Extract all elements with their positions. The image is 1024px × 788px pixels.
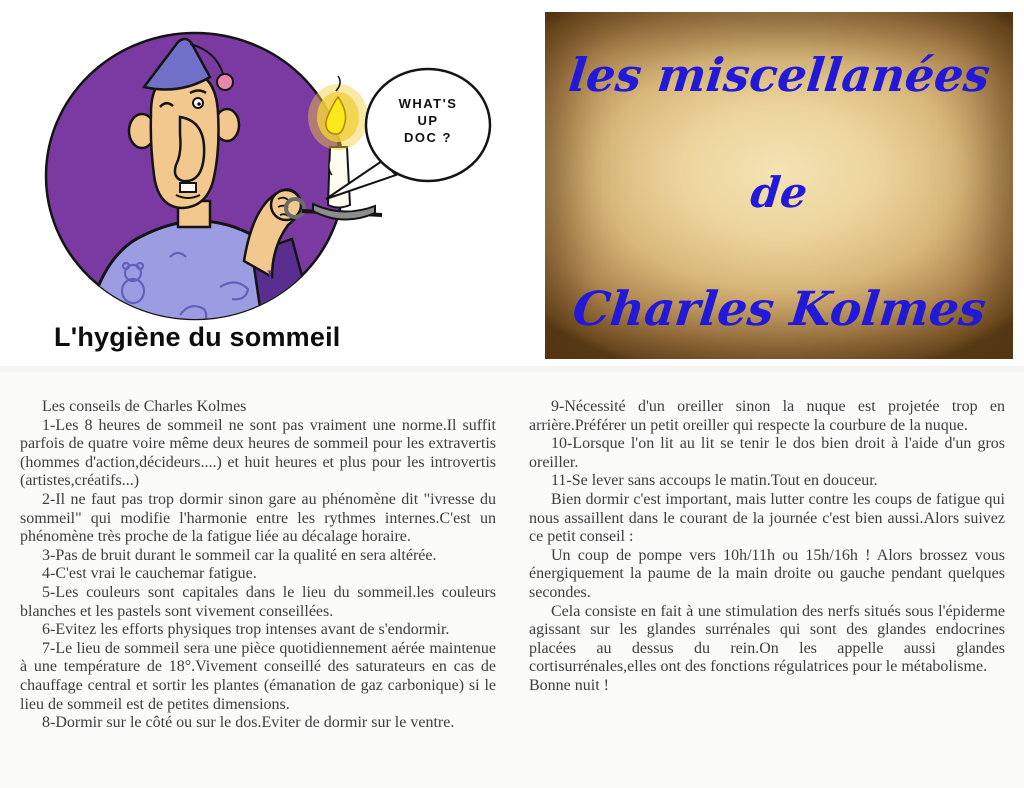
paragraph: 10-Lorsque l'on lit au lit se tenir le dos bien droit à l'aide d'un gros oreiller. [529,435,1005,471]
masthead-line-3: Charles Kolmes [569,282,989,337]
paragraph: 8-Dormir sur le côté ou sur le dos.Eviter de dormir sur le ventre. [42,714,455,732]
paragraph: 3-Pas de bruit durant le sommeil car la qualité en sera altérée. [42,546,437,564]
paragraph: Les conseils de Charles Kolmes [42,398,247,415]
paragraph: 9-Nécessité d'un oreiller sinon la nuque est projetée trop en arrière.Préférer un petit oreiller qui respecte la courbure de la nuque. [529,398,1005,434]
masthead-parchment [545,12,1013,359]
paragraph: 11-Se lever sans accoups le matin.Tout en douceur. [551,472,878,490]
candle [328,147,350,208]
paragraph: 1-Les 8 heures de sommeil ne sont pas vraiment une norme.Il suffit parfois de quatre voire même deux heures de sommeil pour les extravertis (hommes d'action,décideurs....) et huit heures et plus pour les introvertis (artistes,créatifs...) [20,416,496,490]
speech-line: DOC ? [404,130,452,145]
teeth [180,183,196,192]
masthead-line-2: de [748,167,810,217]
artist-signature: W [266,267,286,289]
cartoon-drawing [30,25,520,370]
left-column [20,398,496,733]
paragraph: Bonne nuit ! [529,676,609,694]
paragraph: Un coup de pompe vers 10h/11h ou 15h/16h ! Alors brossez vous énergiquement la paume de la main droite ou gauche pendant quelques secondes. [529,546,1005,601]
sleep-cartoon-illustration [30,25,520,370]
cap-pompom [217,74,233,90]
paragraph: 4-C'est vrai le cauchemar fatigue. [42,565,257,583]
speech-bubble-text [366,95,490,146]
paragraph: Cela consiste en fait à une stimulation des nerfs situés sous l'épiderme agissant sur les glandes surrénales qui sont des glandes endocrines placées au dessus du rein.On les appelle aussi glandes cortisurrénales,elles ont des fonctions régulatrices pour le métabolisme. [529,602,1005,676]
paragraph: 7-Le lieu de sommeil sera une pièce quotidiennement aérée maintenue à une température de 18°.Vivement conseillé des saturateurs en cas de chauffage central et sortir les plantes (émanation de gaz carbonique) si le lieu de sommeil est de petites dimensions. [20,639,496,713]
article-scan [0,366,1024,788]
paragraph: 5-Les couleurs sont capitales dans le lieu du sommeil.les couleurs blanches et les pastels sont vivement conseillées. [20,583,496,620]
paragraph: Bien dormir c'est important, mais lutter contre les coups de fatigue qui nous assaillent dans le courant de la journée c'est bien aussi.Alors suivez ce petit conseil : [529,490,1005,546]
right-column [529,398,1005,733]
paragraph: 2-Il ne faut pas trop dormir sinon gare au phénomène dit "ivresse du sommeil" qui modifie l'harmonie entre les rythmes internes.C'est un phénomène très proche de la fatigue liée au décalage horaire. [20,490,496,546]
paragraph: 6-Evitez les efforts physiques trop intenses avant de s'endormir. [42,621,450,639]
speech-line: WHAT'S [398,96,458,111]
speech-line: UP [417,113,439,128]
article-columns [0,372,1024,733]
masthead-line-1: les miscellanées [565,48,993,102]
cartoon-caption: L'hygiène du sommeil [54,322,341,352]
